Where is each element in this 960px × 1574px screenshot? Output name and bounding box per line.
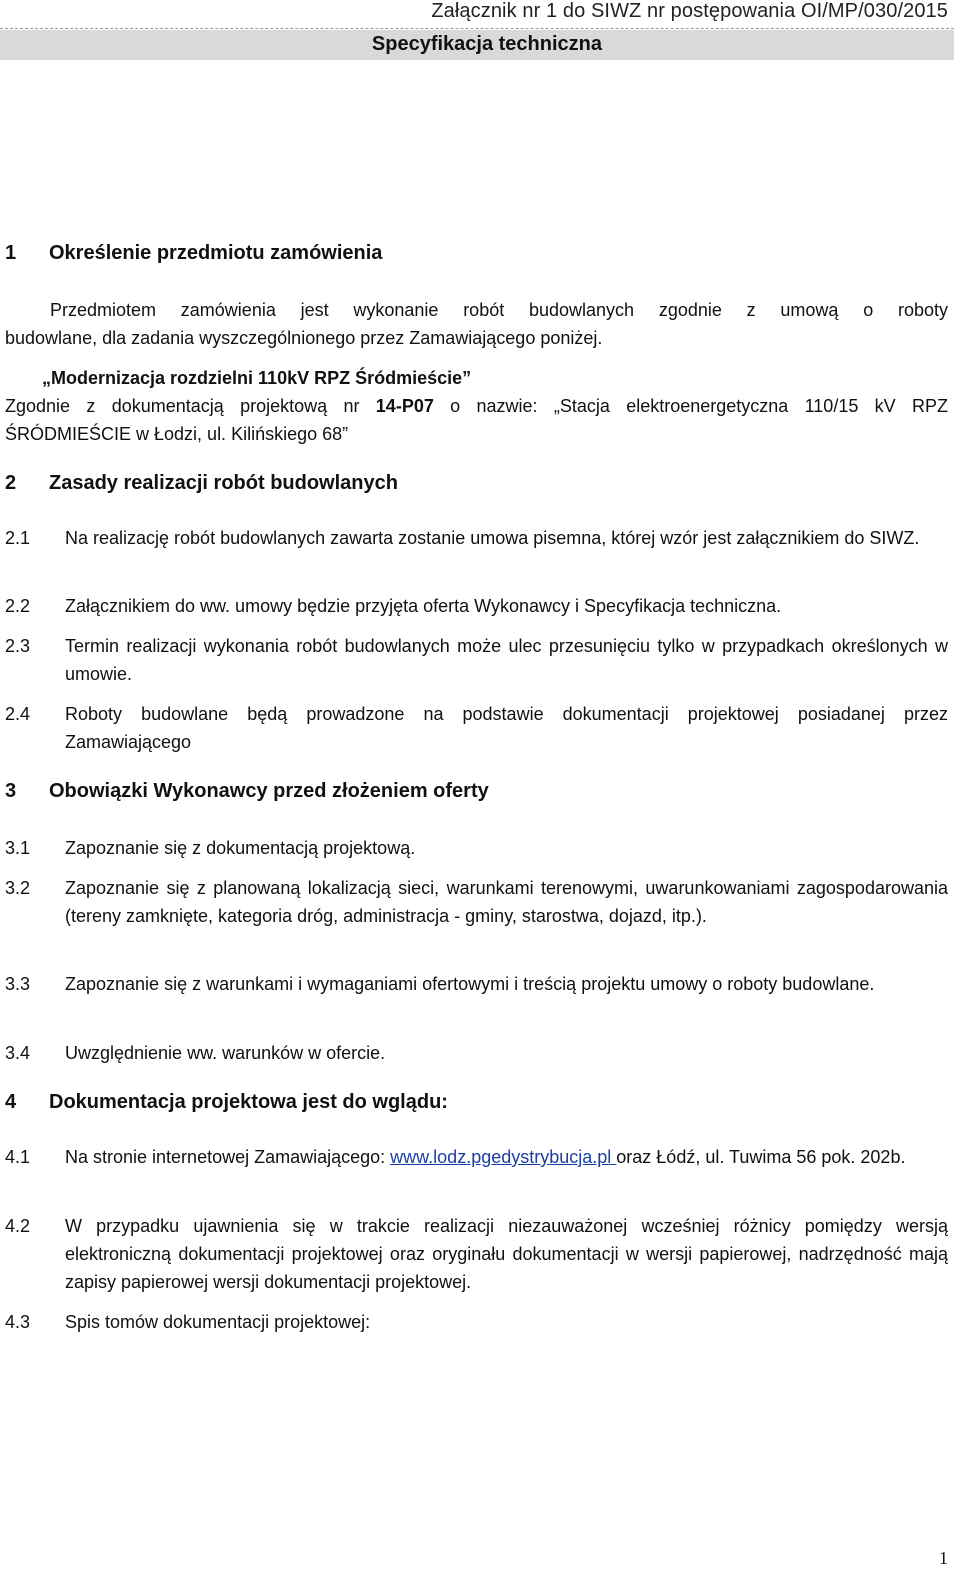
item-text-prefix: Na stronie internetowej Zamawiającego:	[65, 1147, 391, 1167]
page-number: 1	[939, 1548, 948, 1568]
item-number: 4.1	[5, 1147, 31, 1167]
website-link[interactable]: www.lodz.pgedystrybucja.pl	[390, 1147, 617, 1167]
doc-prefix: Zgodnie z dokumentacją projektową nr	[5, 396, 376, 416]
item-number: 2.4	[5, 704, 31, 724]
intro-line-1: Przedmiotem zamówienia jest wykonanie robót budowlanych zgodnie z umową o roboty	[50, 300, 948, 320]
list-item	[5, 1039, 948, 1067]
section-title: Dokumentacja projektowa jest do wglądu:	[49, 1091, 448, 1113]
header-divider	[0, 28, 954, 29]
list-item	[5, 834, 948, 862]
list-item	[5, 592, 948, 620]
item-text: Spis tomów dokumentacji projektowej:	[65, 1312, 371, 1332]
item-number: 4.3	[5, 1312, 31, 1332]
list-item	[5, 524, 948, 552]
item-text: Uwzględnienie ww. warunków w ofercie.	[65, 1043, 386, 1063]
item-text: W przypadku ujawnienia się w trakcie realizacji niezauważonej wcześniej różnicy pomiędzy wersją elektroniczną dokumentacji projektowej oraz oryginału dokumentacji w wersji papierowej, nadrzędność mają zapisy papierowej wersji dokumentacji projektowej.	[65, 1216, 948, 1292]
list-item	[5, 700, 948, 756]
doc-number: 14-P07	[375, 396, 434, 416]
item-number: 2.1	[5, 528, 31, 548]
item-text	[65, 1143, 948, 1171]
project-title: „Modernizacja rozdzielni 110kV RPZ Śródmieście”	[42, 368, 472, 388]
section-number: 1	[5, 242, 17, 264]
list-item	[5, 1212, 948, 1296]
item-text: Załącznikiem do ww. umowy będzie przyjęta oferta Wykonawcy i Specyfikacja techniczna.	[65, 596, 782, 616]
section-title: Obowiązki Wykonawcy przed złożeniem oferty	[49, 780, 489, 802]
item-text: Zapoznanie się z planowaną lokalizacją sieci, warunkami terenowymi, uwarunkowaniami zagospodarowania (tereny zamknięte, kategoria dróg, administracja - gminy, starostwa, dojazd, itp.).	[65, 878, 948, 926]
item-text-suffix: oraz Łódź, ul. Tuwima 56 pok. 202b.	[616, 1147, 906, 1167]
section-number: 4	[5, 1091, 17, 1113]
doc-suffix: o nazwie: „Stacja elektroenergetyczna 110/15 kV RPZ	[433, 396, 948, 416]
list-item	[5, 874, 948, 930]
item-text: Zapoznanie się z warunkami i wymaganiami ofertowymi i treścią projektu umowy o roboty budowlane.	[65, 974, 875, 994]
item-text: Na realizację robót budowlanych zawarta zostanie umowa pisemna, której wzór jest załącznikiem do SIWZ.	[65, 528, 920, 548]
header-reference: Załącznik nr 1 do SIWZ nr postępowania OI/MP/030/2015	[431, 0, 948, 22]
item-number: 2.2	[5, 596, 31, 616]
section-4-heading	[5, 1091, 448, 1114]
intro-line-2: budowlane, dla zadania wyszczególnionego przez Zamawiającego poniżej.	[5, 328, 603, 348]
section-title: Określenie przedmiotu zamówienia	[49, 242, 383, 264]
section-1-heading	[5, 242, 382, 265]
list-item	[5, 1308, 948, 1336]
item-number: 3.4	[5, 1043, 31, 1063]
header-band	[0, 30, 954, 60]
section-title: Zasady realizacji robót budowlanych	[49, 472, 398, 494]
document-title: Specyfikacja techniczna	[371, 33, 602, 55]
list-item	[5, 970, 948, 998]
item-text: Roboty budowlane będą prowadzone na podstawie dokumentacji projektowej posiadanej przez Zamawiającego	[65, 704, 948, 752]
project-documentation-line-1	[5, 392, 948, 420]
project-documentation-line-2: ŚRÓDMIEŚCIE w Łodzi, ul. Kilińskiego 68”	[5, 424, 349, 444]
section-2-heading	[5, 472, 398, 495]
item-text: Zapoznanie się z dokumentacją projektową.	[65, 838, 416, 858]
item-number: 2.3	[5, 636, 31, 656]
section-number: 2	[5, 472, 17, 494]
list-item	[5, 632, 948, 688]
item-number: 3.2	[5, 878, 31, 898]
section-3-heading	[5, 780, 489, 803]
list-item	[5, 1143, 948, 1171]
item-number: 3.3	[5, 974, 31, 994]
item-number: 4.2	[5, 1216, 31, 1236]
item-text: Termin realizacji wykonania robót budowlanych może ulec przesunięciu tylko w przypadkach określonych w umowie.	[65, 636, 948, 684]
item-number: 3.1	[5, 838, 31, 858]
section-number: 3	[5, 780, 17, 802]
